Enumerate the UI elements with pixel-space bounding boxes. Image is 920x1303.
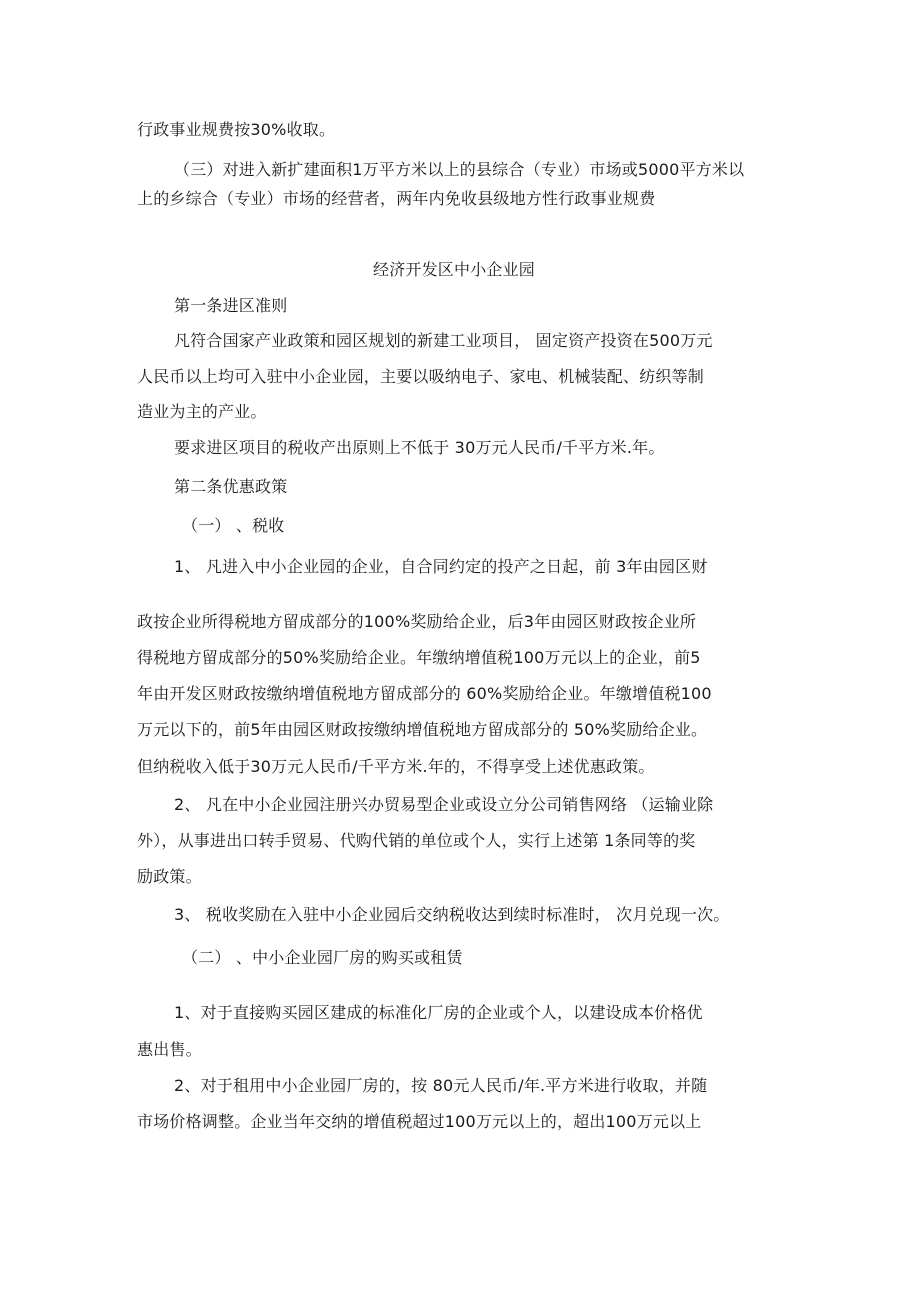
text-line: 得税地方留成部分的50%奖励给企业。年缴纳增值税100万元以上的企业，前5 (137, 648, 701, 667)
text-line: 造业为主的产业。 (137, 402, 267, 421)
text-line: 3、 税收奖励在入驻中小企业园后交纳税收达到续时标准时， 次月兑现一次。 (174, 905, 730, 924)
text-line: 行政事业规费按30%收取。 (137, 120, 336, 139)
text-line: 惠出售。 (137, 1040, 202, 1059)
text-line: 年由开发区财政按缴纳增值税地方留成部分的 60%奖励给企业。年缴增值税100 (137, 684, 712, 703)
text-line: （三）对进入新扩建面积1万平方米以上的县综合（专业）市场或5000平方米以 (174, 160, 745, 179)
text-line: 2、 凡在中小企业园注册兴办贸易型企业或设立分公司销售网络 （运输业除 (174, 795, 714, 814)
section-title: 经济开发区中小企业园 (373, 260, 536, 279)
text-line: 政按企业所得税地方留成部分的100%奖励给企业，后3年由园区财政按企业所 (137, 612, 697, 631)
text-line: 人民币以上均可入驻中小企业园，主要以吸纳电子、家电、机械装配、纺织等制 (137, 367, 705, 386)
text-line: 1、对于直接购买园区建成的标准化厂房的企业或个人，以建设成本价格优 (174, 1003, 703, 1022)
text-line: 万元以下的，前5年由园区财政按缴纳增值税地方留成部分的 50%奖励给企业。 (137, 720, 708, 739)
text-line: 励政策。 (137, 867, 202, 886)
text-line: 市场价格调整。企业当年交纳的增值税超过100万元以上的，超出100万元以上 (137, 1112, 702, 1131)
text-line: 要求进区项目的税收产出原则上不低于 30万元人民币/千平方米.年。 (174, 438, 665, 457)
subsection-heading: （二） 、中小企业园厂房的购买或租赁 (182, 948, 463, 967)
text-line: 上的乡综合（专业）市场的经营者，两年内免收县级地方性行政事业规费 (137, 189, 656, 208)
article-heading: 第二条优惠政策 (174, 477, 288, 496)
text-line: 1、 凡进入中小企业园的企业，自合同约定的投产之日起，前 3年由园区财 (174, 557, 708, 576)
text-line: 2、对于租用中小企业园厂房的，按 80元人民币/年.平方米进行收取，并随 (174, 1076, 708, 1095)
text-line: 凡符合国家产业政策和园区规划的新建工业项目， 固定资产投资在500万元 (174, 331, 713, 350)
subsection-heading: （一） 、税收 (182, 516, 285, 535)
article-heading: 第一条进区准则 (174, 296, 288, 315)
text-line: 但纳税收入低于30万元人民币/千平方米.年的，不得享受上述优惠政策。 (137, 757, 655, 776)
text-line: 外），从事进出口转手贸易、代购代销的单位或个人，实行上述第 1条同等的奖 (137, 831, 696, 850)
